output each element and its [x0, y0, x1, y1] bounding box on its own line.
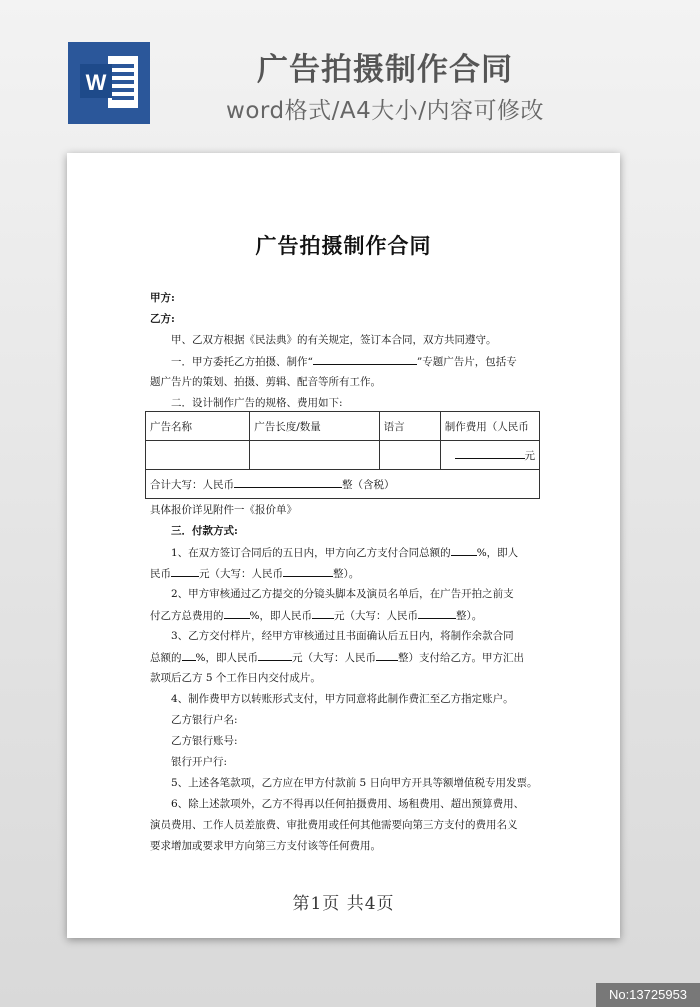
bank-account-number: 乙方银行账号:: [171, 735, 238, 747]
payment-3-text-b: 总额的: [150, 652, 182, 664]
payment-1-text-a: 1、在双方签订合同后的五日内，甲方向乙方支付合同总额的: [171, 547, 451, 559]
payment-1-text-b: %，即人: [476, 547, 519, 559]
cell-language[interactable]: [379, 441, 440, 470]
payment-2-percent-blank[interactable]: [224, 608, 250, 619]
party-a-label: 甲方:: [150, 292, 175, 304]
payment-4: 4、制作费甲方以转账形式支付，甲方同意将此制作费汇至乙方指定账户。: [171, 693, 514, 705]
document-title: 广告拍摄制作合同: [255, 233, 432, 258]
table-header-row: [146, 412, 540, 441]
word-document-icon: [68, 42, 150, 124]
payment-3-text-c: %，即人民币: [195, 652, 258, 664]
quote-note: 具体报价详见附件一《报价单》: [150, 504, 297, 516]
payment-3-amount-blank[interactable]: [258, 650, 292, 661]
payment-heading: 三．付款方式:: [171, 525, 238, 537]
payment-2-line-2: [150, 608, 545, 623]
header-ad-name: 广告名称: [146, 412, 250, 441]
total-cell: [146, 470, 540, 499]
payment-3-text-d: 元（大写：人民币: [291, 652, 376, 664]
payment-6-line-2: 演员费用、工作人员差旅费、审批费用或任何其他需要向第三方支付的费用名义: [150, 819, 518, 831]
clause-2-heading: 二．设计制作广告的规格、费用如下:: [171, 397, 343, 409]
payment-2-amount-blank[interactable]: [312, 608, 334, 619]
header-fee: 制作费用（人民币: [440, 412, 539, 441]
payment-5: 5、上述各笔款项，乙方应在甲方付款前 5 日向甲方开具等额增值税专用发票。: [171, 777, 538, 789]
payment-2-text-d: 元（大写：人民币: [333, 610, 418, 622]
payment-3-line-1: 3、乙方交付样片，经甲方审核通过且书面确认后五日内，将制作余款合同: [171, 630, 514, 642]
total-text-a: 合计大写：人民币: [150, 478, 234, 491]
fee-unit: 元: [524, 449, 535, 462]
payment-2-text-e: 整）。: [455, 610, 483, 622]
spec-table: [145, 411, 540, 499]
payment-3-words-blank[interactable]: [376, 650, 398, 661]
payment-1-percent-blank[interactable]: [451, 545, 477, 556]
payment-6-line-3: 要求增加或要求甲方向第三方支付该等任何费用。: [150, 840, 381, 852]
fee-blank[interactable]: [455, 448, 525, 459]
cell-ad-name[interactable]: [146, 441, 250, 470]
image-id-badge: No:13725953: [596, 983, 700, 1007]
payment-1-line-2: [150, 566, 545, 581]
payment-2-line-1: 2、甲方审核通过乙方提交的分镜头脚本及演员名单后，在广告开拍之前支: [171, 588, 514, 600]
payment-1-amount-blank[interactable]: [171, 566, 199, 577]
header-language: 语言: [379, 412, 440, 441]
payment-1-text-c: 民币: [150, 568, 171, 580]
word-icon-letter: W: [85, 70, 107, 95]
topic-blank[interactable]: [313, 354, 417, 365]
header-subtitle: word格式/A4大小/内容可修改: [226, 98, 544, 124]
clause-1-line-1: [171, 354, 545, 369]
party-b-label: 乙方:: [150, 313, 175, 325]
payment-1-words-blank[interactable]: [283, 566, 333, 577]
table-total-row: [146, 470, 540, 499]
payment-1-text-e: 整）。: [333, 568, 360, 580]
payment-3-line-3: 款项后乙方 5 个工作日内交付成片。: [150, 672, 321, 684]
cell-fee[interactable]: [440, 441, 539, 470]
payment-3-text-e: 整）支付给乙方。甲方汇出: [397, 652, 524, 664]
payment-3-line-2: [150, 650, 545, 665]
header-ad-length: 广告长度/数量: [250, 412, 379, 441]
payment-6-line-1: 6、除上述款项外，乙方不得再以任何拍摄费用、场租费用、超出预算费用、: [171, 798, 525, 810]
payment-3-percent-blank[interactable]: [182, 650, 196, 661]
table-row: [146, 441, 540, 470]
clause-1-line-2: 题广告片的策划、拍摄、剪辑、配音等所有工作。: [150, 376, 381, 388]
intro-paragraph: 甲、乙双方根据《民法典》的有关规定，签订本合同，双方共同遵守。: [171, 334, 497, 346]
bank-branch: 银行开户行:: [171, 756, 228, 768]
page-indicator: 第1页 共4页: [292, 894, 395, 914]
total-amount-blank[interactable]: [234, 477, 342, 488]
cell-ad-length[interactable]: [250, 441, 379, 470]
payment-2-text-c: %，即人民币: [249, 610, 312, 622]
payment-1-text-d: 元（大写：人民币: [199, 568, 283, 580]
clause-1-text-b: ”专题广告片，包括专: [416, 356, 517, 368]
clause-1-text-a: 一．甲方委托乙方拍摄、制作“: [171, 356, 313, 368]
document-page: [67, 153, 620, 938]
bank-account-name: 乙方银行户名:: [171, 714, 238, 726]
total-text-b: 整（含税）: [342, 478, 395, 491]
header-title: 广告拍摄制作合同: [257, 52, 513, 88]
payment-2-words-blank[interactable]: [418, 608, 456, 619]
payment-1-line-1: [171, 545, 545, 560]
payment-2-text-b: 付乙方总费用的: [150, 610, 224, 622]
